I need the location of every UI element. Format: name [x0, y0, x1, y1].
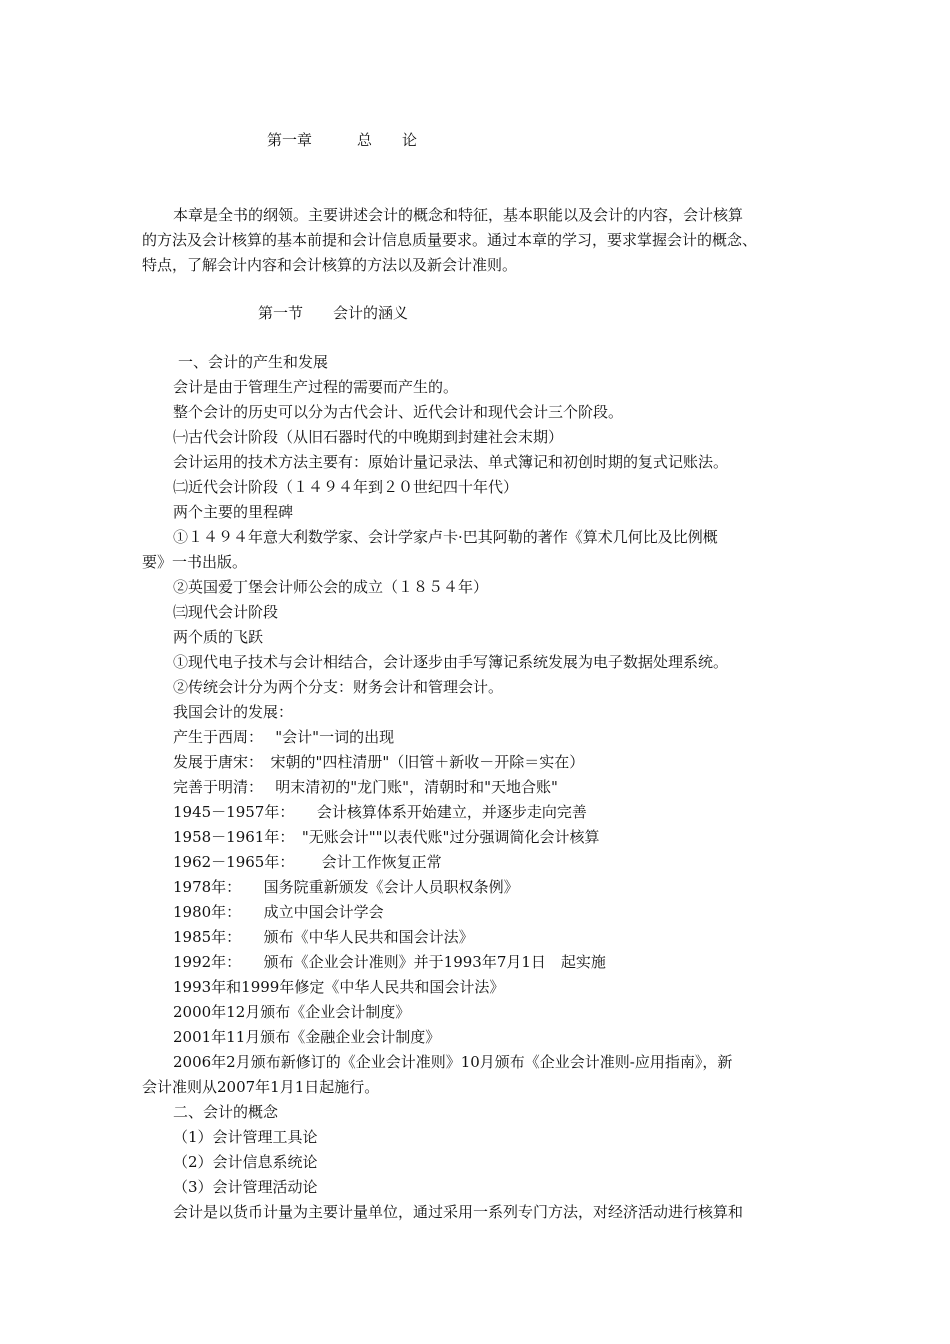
- section-title: 第一节 会计的涵义: [258, 304, 409, 322]
- paragraph-line: 1978年： 国务院重新颁发《会计人员职权条例》: [173, 878, 519, 896]
- paragraph-line: 会计是以货币计量为主要计量单位，通过采用一系列专门方法，对经济活动进行核算和: [173, 1203, 744, 1221]
- intro-paragraph-line: 特点，了解会计内容和会计核算的方法以及新会计准则。: [142, 256, 518, 274]
- paragraph-line: 两个质的飞跃: [173, 628, 264, 646]
- paragraph-line: ㈢现代会计阶段: [173, 603, 279, 621]
- heading-2: 二、会计的概念: [173, 1103, 279, 1121]
- paragraph-line: 1958－1961年： "无账会计""以表代账"过分强调简化会计核算: [173, 828, 600, 846]
- paragraph-line: 整个会计的历史可以分为古代会计、近代会计和现代会计三个阶段。: [173, 403, 624, 421]
- intro-paragraph-line: 本章是全书的纲领。主要讲述会计的概念和特征，基本职能以及会计的内容，会计核算: [173, 206, 744, 224]
- paragraph-line: 2006年2月颁布新修订的《企业会计准则》10月颁布《企业会计准则-应用指南》，新: [173, 1053, 733, 1071]
- chapter-title: 第一章 总 论: [267, 131, 418, 149]
- heading-1: 一、会计的产生和发展: [178, 353, 329, 371]
- paragraph-line: 发展于唐宋： 宋朝的"四柱清册"（旧管＋新收－开除＝实在）: [173, 753, 585, 771]
- paragraph-line: 要》一书出版。: [142, 553, 248, 571]
- paragraph-line: ①现代电子技术与会计相结合，会计逐步由手写簿记系统发展为电子数据处理系统。: [173, 653, 729, 671]
- intro-paragraph-line: 的方法及会计核算的基本前提和会计信息质量要求。通过本章的学习，要求掌握会计的概念、: [142, 231, 758, 249]
- paragraph-line: 1980年： 成立中国会计学会: [173, 903, 384, 921]
- paragraph-line: 2001年11月颁布《金融企业会计制度》: [173, 1028, 441, 1046]
- list-item: （1）会计管理工具论: [173, 1128, 318, 1146]
- paragraph-line: ㈡近代会计阶段（１４９４年到２０世纪四十年代）: [173, 478, 519, 496]
- list-item: （3）会计管理活动论: [173, 1178, 318, 1196]
- paragraph-line: 1993年和1999年修定《中华人民共和国会计法》: [173, 978, 505, 996]
- paragraph-line: 1985年： 颁布《中华人民共和国会计法》: [173, 928, 474, 946]
- paragraph-line: 2000年12月颁布《企业会计制度》: [173, 1003, 411, 1021]
- paragraph-line: 1945－1957年： 会计核算体系开始建立，并逐步走向完善: [173, 803, 587, 821]
- paragraph-line: 两个主要的里程碑: [173, 503, 294, 521]
- paragraph-line: 1992年： 颁布《企业会计准则》并于1993年7月1日 起实施: [173, 953, 606, 971]
- paragraph-line: 1962－1965年： 会计工作恢复正常: [173, 853, 442, 871]
- paragraph-line: ①１４９４年意大利数学家、会计学家卢卡·巴其阿勒的著作《算术几何比及比例概: [173, 528, 718, 546]
- paragraph-line: 我国会计的发展：: [173, 703, 294, 721]
- paragraph-line: 产生于西周： "会计"一词的出现: [173, 728, 395, 746]
- paragraph-line: 会计是由于管理生产过程的需要而产生的。: [173, 378, 459, 396]
- paragraph-line: 会计准则从2007年1月1日起施行。: [142, 1078, 380, 1096]
- paragraph-line: ②传统会计分为两个分支：财务会计和管理会计。: [173, 678, 504, 696]
- paragraph-line: 会计运用的技术方法主要有：原始计量记录法、单式簿记和初创时期的复式记账法。: [173, 453, 729, 471]
- paragraph-line: ㈠古代会计阶段（从旧石器时代的中晚期到封建社会末期）: [173, 428, 564, 446]
- list-item: （2）会计信息系统论: [173, 1153, 318, 1171]
- paragraph-line: 完善于明清： 明末清初的"龙门账"，清朝时和"天地合账": [173, 778, 558, 796]
- paragraph-line: ②英国爱丁堡会计师公会的成立（１８５４年）: [173, 578, 489, 596]
